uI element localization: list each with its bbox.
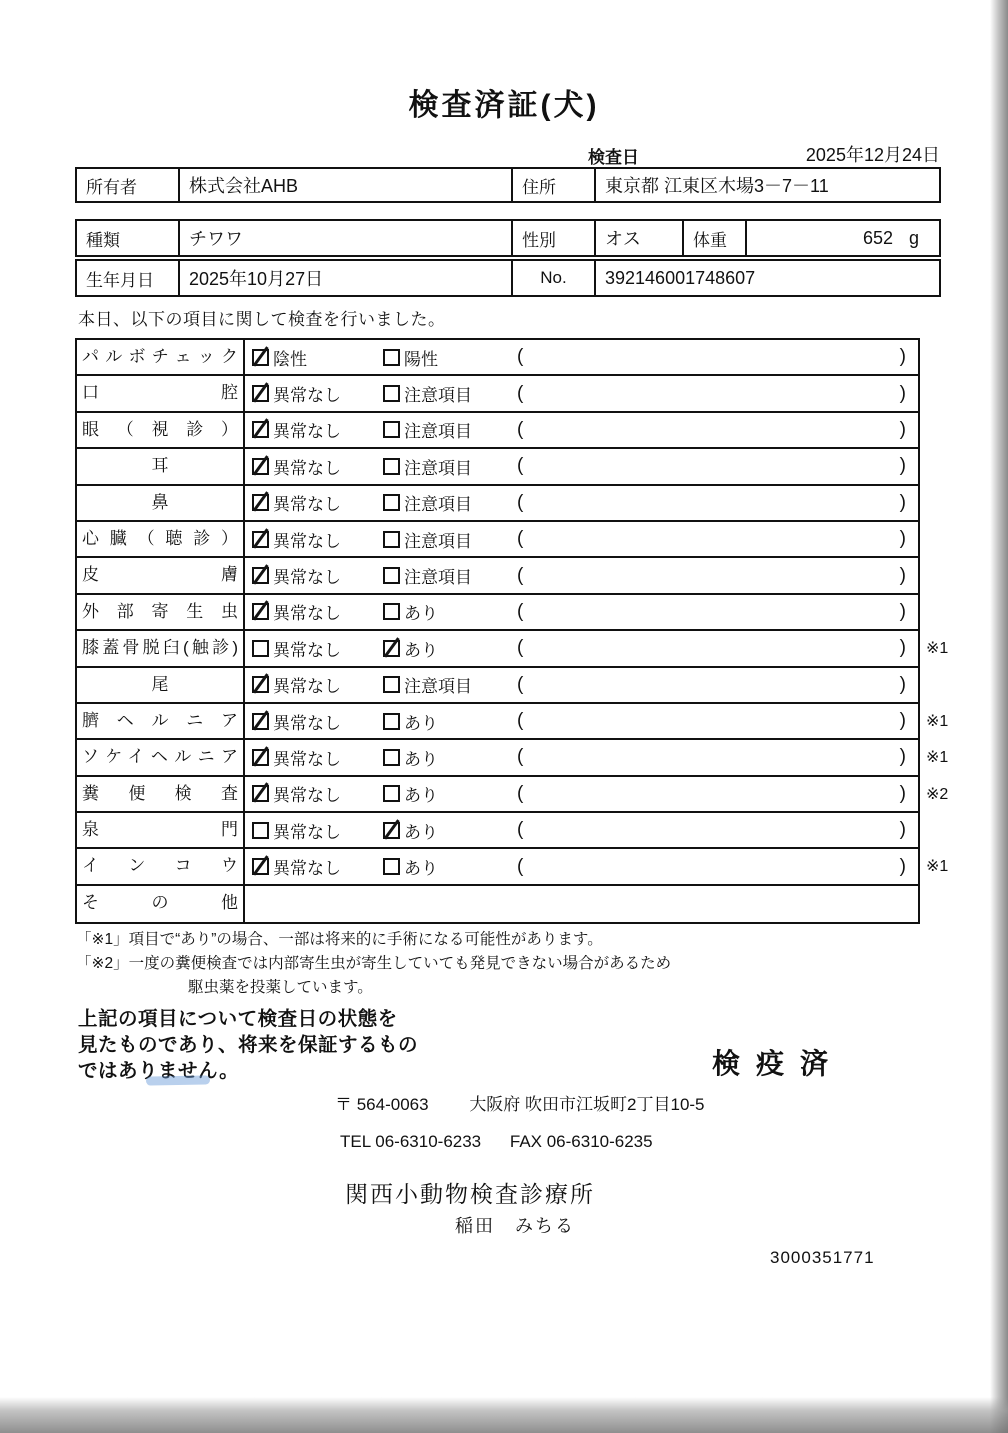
- paren-close: ): [899, 455, 906, 477]
- option-abnormal: [379, 745, 515, 770]
- paren-open: (: [517, 382, 524, 404]
- paren-open: (: [517, 491, 524, 513]
- option-label: 異常なし: [273, 713, 341, 733]
- option-abnormal: [379, 490, 515, 515]
- inspection-date-label: 検査日: [588, 148, 639, 167]
- empty-checkbox: [252, 640, 269, 657]
- inspection-row: [77, 668, 918, 704]
- option-normal: [245, 636, 379, 661]
- option-label: 異常なし: [273, 422, 341, 442]
- inspection-row: [77, 413, 918, 449]
- sex-label: 性別: [513, 221, 596, 255]
- intro-text: 本日、以下の項目に関して検査を行いました。: [78, 310, 446, 329]
- checked-checkbox: [383, 822, 400, 839]
- empty-checkbox: [383, 349, 400, 366]
- item-label: 臍ヘルニア: [77, 704, 245, 738]
- option-label: 異常なし: [273, 386, 341, 406]
- weight-value: 652: [862, 227, 893, 248]
- clinic-fax: FAX 06-6310-6235: [509, 1132, 653, 1151]
- option-label: 異常なし: [273, 640, 341, 660]
- option-label: あり: [404, 640, 438, 660]
- item-label: 心臓（聴診）: [77, 522, 245, 556]
- inspection-table: [75, 338, 949, 924]
- option-label: あり: [404, 822, 438, 842]
- option-normal: [245, 417, 379, 442]
- option-label: 異常なし: [273, 859, 341, 879]
- footnote-marker: ※1: [926, 858, 949, 876]
- empty-checkbox: [383, 458, 400, 475]
- item-label: 外部寄生虫: [77, 595, 245, 629]
- clinic-tel: TEL 06-6310-6233: [340, 1132, 482, 1151]
- address-value: 東京都 江東区木場3－7－11: [605, 176, 829, 196]
- option-abnormal: [379, 672, 515, 697]
- option-abnormal: [379, 381, 515, 406]
- checked-checkbox: [252, 458, 269, 475]
- no-value: 392146001748607: [605, 267, 756, 288]
- paren-close: ): [899, 600, 906, 622]
- paren-open: (: [517, 346, 524, 368]
- option-label: 陰性: [273, 349, 307, 369]
- dob-value: 2025年10月27日: [180, 261, 513, 295]
- option-label: 注意項目: [404, 458, 472, 478]
- pet-table-row1: [75, 219, 941, 257]
- empty-checkbox: [383, 713, 400, 730]
- option-label: あり: [404, 713, 438, 733]
- disclaimer-line-2: 見たものであり、将来を保証するもの: [78, 1034, 419, 1056]
- footnote-marker: ※1: [926, 749, 949, 767]
- scan-edge-bottom: [0, 1397, 1008, 1433]
- checked-checkbox: [383, 640, 400, 657]
- option-label: 異常なし: [273, 786, 341, 806]
- option-label: 異常なし: [273, 568, 341, 588]
- option-label: あり: [404, 749, 438, 769]
- page-title: 検査済証(犬): [408, 89, 600, 122]
- option-normal: [245, 381, 379, 406]
- footnote-1: 「※1」項目で“あり”の場合、一部は将来的に手術になる可能性があります。: [76, 931, 603, 948]
- inspection-row: [77, 777, 949, 813]
- empty-checkbox: [383, 421, 400, 438]
- option-abnormal: [379, 781, 515, 806]
- paren-close: ): [899, 382, 906, 404]
- paren-open: (: [517, 455, 524, 477]
- option-label: 異常なし: [273, 458, 341, 478]
- checked-checkbox: [252, 349, 269, 366]
- option-normal: [245, 709, 379, 734]
- owner-value: 株式会社AHB: [180, 169, 513, 201]
- option-label: 注意項目: [404, 386, 472, 406]
- no-label: No.: [513, 261, 596, 295]
- footnote-2-continued: 駆虫薬を投薬しています。: [188, 979, 373, 996]
- option-normal: [245, 345, 379, 370]
- paren-close: ): [899, 710, 906, 732]
- footnote-2: 「※2」一度の糞便検査では内部寄生虫が寄生していても発見できない場合があるため: [76, 955, 672, 972]
- inspection-date-value: 2025年12月24日: [805, 145, 940, 165]
- paren-open: (: [517, 855, 524, 877]
- empty-checkbox: [383, 785, 400, 802]
- dob-label: 生年月日: [77, 261, 180, 295]
- paren-close: ): [899, 782, 906, 804]
- checked-checkbox: [252, 603, 269, 620]
- option-normal: [245, 745, 379, 770]
- checked-checkbox: [252, 713, 269, 730]
- paren-close: ): [899, 637, 906, 659]
- option-label: 注意項目: [404, 568, 472, 588]
- ink-smudge: [146, 1075, 210, 1085]
- owner-label: 所有者: [77, 169, 180, 201]
- paren-open: (: [517, 600, 524, 622]
- option-label: 異常なし: [273, 822, 341, 842]
- option-normal: [245, 454, 379, 479]
- item-label: ソケイヘルニア: [77, 740, 245, 774]
- paren-open: (: [517, 564, 524, 586]
- inspection-row: [77, 740, 949, 776]
- option-normal: [245, 527, 379, 552]
- owner-table: [75, 167, 941, 203]
- footnote-marker: ※1: [926, 640, 949, 658]
- inspection-row: [77, 486, 918, 522]
- option-label: あり: [404, 604, 438, 624]
- weight-cell: [747, 221, 939, 255]
- breed-value: チワワ: [180, 221, 513, 255]
- scan-edge-right: [990, 0, 1008, 1433]
- paren-close: ): [899, 491, 906, 513]
- quarantine-stamp: 検疫済: [712, 1048, 845, 1079]
- empty-checkbox: [383, 749, 400, 766]
- weight-label: 体重: [684, 221, 747, 255]
- option-label: 異常なし: [273, 495, 341, 515]
- clinic-postal-line: [335, 1090, 705, 1115]
- footnote-marker: ※2: [926, 785, 949, 803]
- option-label: あり: [404, 859, 438, 879]
- option-label: 異常なし: [273, 604, 341, 624]
- postal-code: 〒 564-0063: [335, 1095, 429, 1114]
- disclaimer: [78, 1006, 418, 1084]
- checked-checkbox: [252, 421, 269, 438]
- empty-checkbox: [383, 603, 400, 620]
- clinic-name: 関西小動物検査診療所: [345, 1181, 595, 1207]
- clinic-address: 大阪府 吹田市江坂町2丁目10-5: [469, 1095, 705, 1114]
- option-label: あり: [404, 786, 438, 806]
- sex-value: オス: [596, 221, 684, 255]
- option-normal: [245, 563, 379, 588]
- option-label: 異常なし: [273, 749, 341, 769]
- option-label: 注意項目: [404, 531, 472, 551]
- inspection-row: [77, 886, 918, 922]
- option-normal: [245, 599, 379, 624]
- option-normal: [245, 781, 379, 806]
- item-label: パルボチェック: [77, 340, 245, 374]
- option-label: 注意項目: [404, 495, 472, 515]
- checked-checkbox: [252, 494, 269, 511]
- address-label: 住所: [513, 169, 596, 201]
- empty-checkbox: [383, 858, 400, 875]
- paren-open: (: [517, 673, 524, 695]
- option-normal: [245, 490, 379, 515]
- empty-checkbox: [383, 494, 400, 511]
- item-label: 膝蓋骨脱臼(触診): [77, 631, 245, 665]
- paren-open: (: [517, 528, 524, 550]
- option-abnormal: [379, 818, 515, 843]
- breed-label: 種類: [77, 221, 180, 255]
- empty-checkbox: [383, 676, 400, 693]
- option-abnormal: [379, 563, 515, 588]
- empty-checkbox: [383, 385, 400, 402]
- option-abnormal: [379, 709, 515, 734]
- paren-open: (: [517, 746, 524, 768]
- option-label: 異常なし: [273, 677, 341, 697]
- inspection-row: [77, 558, 918, 594]
- item-label: 口腔: [77, 376, 245, 410]
- inspection-row: [77, 704, 949, 740]
- checked-checkbox: [252, 385, 269, 402]
- clinic-tel-line: [340, 1132, 653, 1152]
- option-label: 注意項目: [404, 677, 472, 697]
- footnote-marker: ※1: [926, 712, 949, 730]
- empty-checkbox: [383, 567, 400, 584]
- paren-close: ): [899, 819, 906, 841]
- paren-close: ): [899, 564, 906, 586]
- option-abnormal: [379, 454, 515, 479]
- checked-checkbox: [252, 567, 269, 584]
- inspection-row: [77, 849, 949, 885]
- item-label: 尾: [77, 668, 245, 702]
- disclaimer-line-3: ではありません。: [78, 1060, 240, 1082]
- inspection-row: [77, 595, 918, 631]
- checked-checkbox: [252, 676, 269, 693]
- paren-close: ): [899, 528, 906, 550]
- item-label: 耳: [77, 449, 245, 483]
- item-label: 泉門: [77, 813, 245, 847]
- option-abnormal: [379, 599, 515, 624]
- checked-checkbox: [252, 785, 269, 802]
- serial-number: 3000351771: [770, 1248, 875, 1267]
- inspection-row: [77, 522, 918, 558]
- item-label: 眼（視診）: [77, 413, 245, 447]
- inspection-row: [77, 376, 918, 412]
- option-normal: [245, 818, 379, 843]
- checked-checkbox: [252, 531, 269, 548]
- paren-open: (: [517, 637, 524, 659]
- disclaimer-line-1: 上記の項目について検査日の状態を: [78, 1008, 398, 1030]
- option-normal: [245, 672, 379, 697]
- option-label: 注意項目: [404, 422, 472, 442]
- inspection-row: [77, 449, 918, 485]
- item-label: 糞便検査: [77, 777, 245, 811]
- empty-checkbox: [252, 822, 269, 839]
- item-label: 皮膚: [77, 558, 245, 592]
- option-normal: [245, 854, 379, 879]
- item-label: 鼻: [77, 486, 245, 520]
- item-label: その他: [77, 886, 245, 922]
- option-abnormal: [379, 527, 515, 552]
- option-label: 異常なし: [273, 531, 341, 551]
- paren-open: (: [517, 418, 524, 440]
- inspection-row: [77, 813, 918, 849]
- paren-close: ): [899, 346, 906, 368]
- paren-open: (: [517, 819, 524, 841]
- paren-close: ): [899, 673, 906, 695]
- item-label: インコウ: [77, 849, 245, 883]
- option-abnormal: [379, 636, 515, 661]
- inspection-row: [77, 340, 918, 376]
- paren-close: ): [899, 855, 906, 877]
- option-label: 陽性: [404, 349, 438, 369]
- checked-checkbox: [252, 749, 269, 766]
- option-abnormal: [379, 854, 515, 879]
- pet-table-row2: [75, 259, 941, 297]
- footnotes: [76, 928, 671, 1000]
- empty-checkbox: [383, 531, 400, 548]
- option-abnormal: [379, 345, 515, 370]
- paren-close: ): [899, 746, 906, 768]
- paren-open: (: [517, 782, 524, 804]
- checked-checkbox: [252, 858, 269, 875]
- paren-close: ): [899, 418, 906, 440]
- veterinarian-name: 稲田 みちる: [455, 1216, 575, 1236]
- inspection-row: [77, 631, 949, 667]
- option-abnormal: [379, 417, 515, 442]
- weight-unit: g: [908, 227, 919, 248]
- paren-open: (: [517, 710, 524, 732]
